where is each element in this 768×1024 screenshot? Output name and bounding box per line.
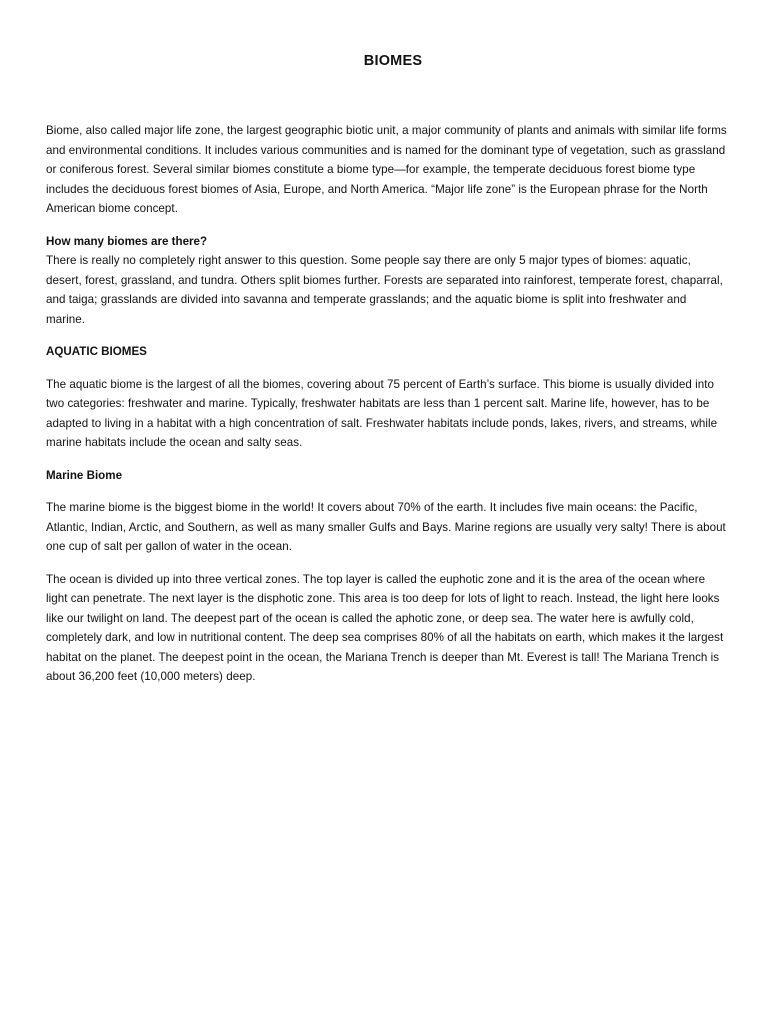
intro-paragraph: Biome, also called major life zone, the largest geographic biotic unit, a major community of plants and animals with similar life forms and environmental conditions. It includes various communities and is named for the dominant type of vegetation, such as grassland or coniferous forest. Several similar biomes constitute a biome type—for example, the temperate deciduous forest biome type includes the deciduous forest biomes of Asia, Europe, and North America. “Major life zone” is the European phrase for the North American biome concept.: [46, 124, 727, 215]
page-title: BIOMES: [363, 53, 423, 69]
question-section: [46, 232, 728, 330]
document-body: [46, 51, 728, 700]
aquatic-biomes-heading: AQUATIC BIOMES: [46, 345, 147, 358]
aquatic-paragraph: The aquatic biome is the largest of all the biomes, covering about 75 percent of Earth’s surface. This biome is usually divided into two categories: freshwater and marine. Typically, freshwater habitats are less than 1 percent salt. Marine life, however, has to be adapted to living in a habitat with a high concentration of salt. Freshwater habitats include ponds, lakes, rivers, and streams, while marine habitats include the ocean and salty seas.: [46, 377, 718, 449]
question-heading: How many biomes are there?: [46, 234, 208, 248]
marine-biome-heading: Marine Biome: [46, 468, 123, 482]
marine-paragraph-1: The marine biome is the biggest biome in the world! It covers about 70% of the earth. It includes five main oceans: the Pacific, Atlantic, Indian, Arctic, and Southern, as well as many smaller Gulfs and Bays. Marine regions are usually very salty! There is about one cup of salt per gallon of water in the ocean.: [46, 501, 726, 553]
question-answer-paragraph: There is really no completely right answer to this question. Some people say there are only 5 major types of biomes: aquatic, desert, forest, grassland, and tundra. Others split biomes further. Forests are separated into rainforest, temperate forest, chaparral, and taiga; grasslands are divided into savanna and temperate grasslands; and the aquatic biome is split into freshwater and marine.: [46, 254, 723, 326]
marine-paragraph-2: The ocean is divided up into three vertical zones. The top layer is called the euphotic zone and it is the area of the ocean where light can penetrate. The next layer is the disphotic zone. This area is too deep for lots of light to reach. Instead, the light here looks like our twilight on land. The deepest part of the ocean is called the aphotic zone, or deep sea. The water here is awfully cold, completely dark, and low in nutritional content. The deep sea comprises 80% of all the habitats on earth, which makes it the largest habitat on the planet. The deepest point in the ocean, the Mariana Trench is deeper than Mt. Everest is tall! The Mariana Trench is about 36,200 feet (10,000 meters) deep.: [46, 572, 724, 683]
